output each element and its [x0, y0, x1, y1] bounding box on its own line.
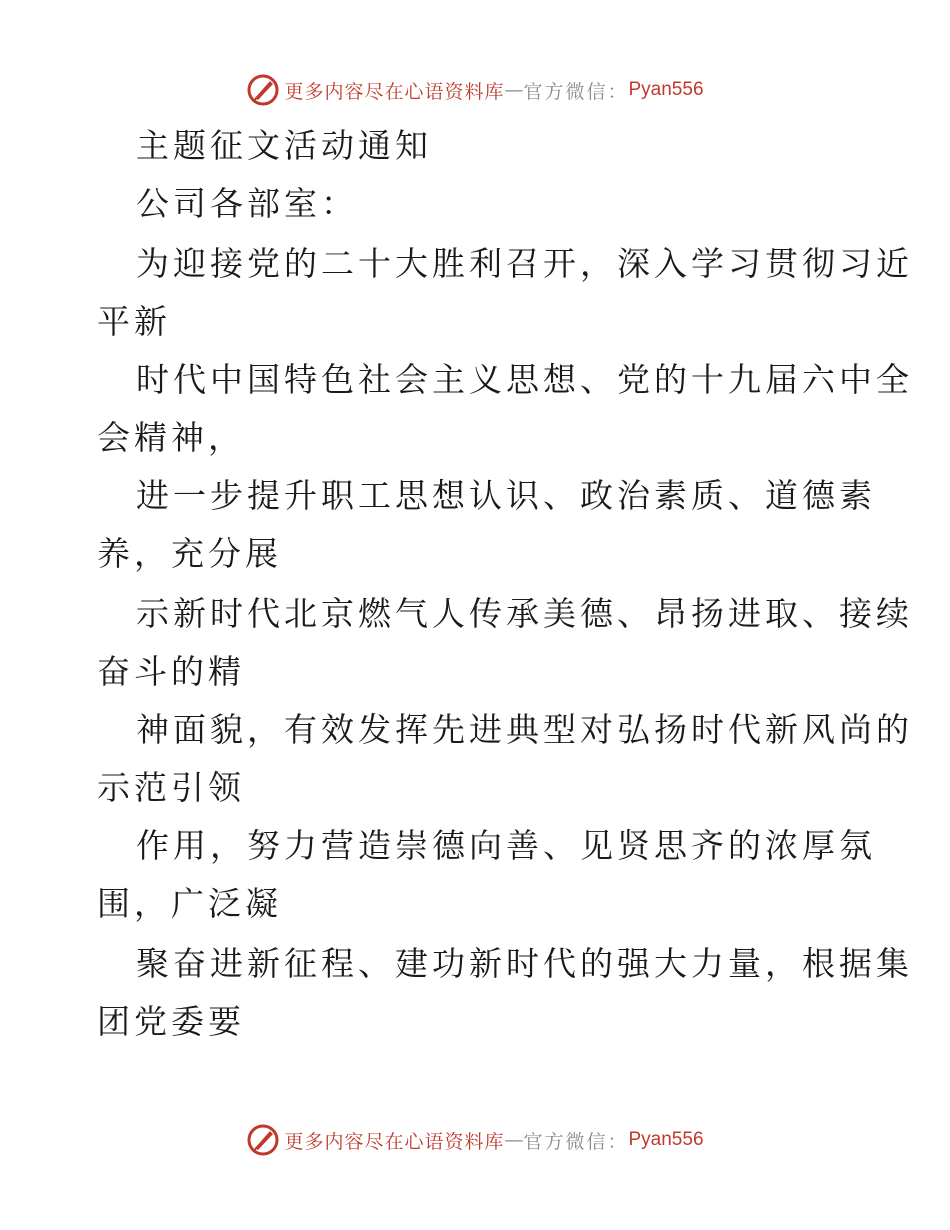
banner-library-text: 更多内容尽在心语资料库: [284, 80, 505, 103]
banner-wechat-id: Pyan556: [628, 79, 704, 100]
body-line: 聚奋进新征程、建功新时代的强大力量，根据集: [136, 944, 913, 983]
body-line: 进一步提升职工思想认识、政治素质、道德素: [136, 476, 876, 515]
banner-library-text: 更多内容尽在心语资料库: [284, 1130, 505, 1153]
quill-logo-icon: [246, 73, 280, 107]
document-salutation: 公司各部室：: [136, 184, 358, 223]
body-line: 围，广泛凝: [97, 884, 282, 923]
body-line: 神面貌，有效发挥先进典型对弘扬时代新风尚的: [136, 710, 913, 749]
header-watermark-banner: [0, 70, 950, 110]
body-line: 作用，努力营造崇德向善、见贤思齐的浓厚氛: [136, 826, 876, 865]
footer-watermark-banner: [0, 1120, 950, 1160]
body-line: 时代中国特色社会主义思想、党的十九届六中全: [136, 360, 913, 399]
body-line: 示新时代北京燃气人传承美德、昂扬进取、接续: [136, 594, 913, 633]
body-line: 为迎接党的二十大胜利召开，深入学习贯彻习近: [136, 244, 913, 283]
body-line: 奋斗的精: [97, 652, 245, 691]
body-line: 平新: [97, 302, 171, 341]
banner-dash: —: [504, 1129, 524, 1151]
banner-wechat-id: Pyan556: [628, 1129, 704, 1150]
banner-dash: —: [504, 79, 524, 101]
document-title: 主题征文活动通知: [136, 126, 432, 165]
body-line: 示范引领: [97, 768, 245, 807]
banner-wechat-label: 官方微信：: [523, 80, 629, 103]
body-line: 养，充分展: [97, 534, 282, 573]
body-line: 团党委要: [97, 1002, 245, 1041]
quill-logo-icon: [246, 1123, 280, 1157]
banner-wechat-label: 官方微信：: [523, 1130, 629, 1153]
body-line: 会精神，: [97, 418, 245, 457]
